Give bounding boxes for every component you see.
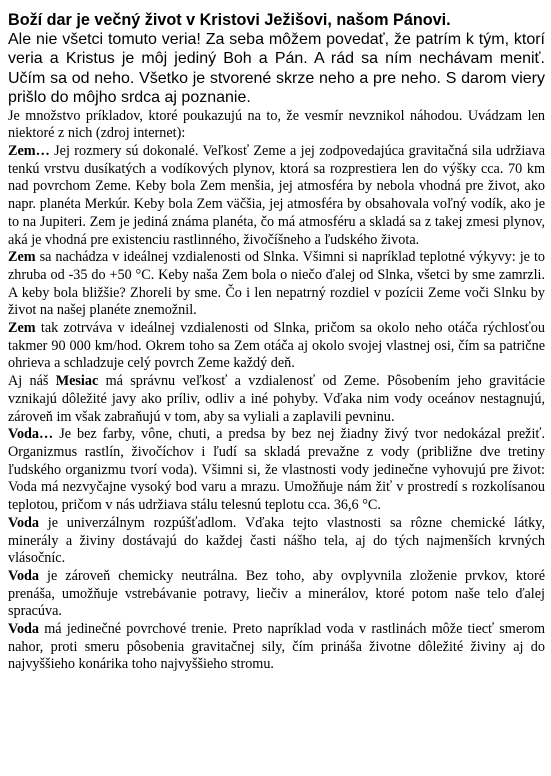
paragraph-text: sa nachádza v ideálnej vzdialenosti od Slnka. Všimni si napríklad teplotné výkyvy: je to zhruba od -35 do +50 °C. Keby naša Zem bola o niečo ďalej od Slnka, všetci by sme zamrzli. A keby bola bližšie? Zhoreli by sme. Čo i len nepatrný rozdiel v pozícii Zeme voči Slnku by život na našej planéte znemožnil.	[8, 249, 545, 319]
paragraph-text: Jej rozmery sú dokonalé. Veľkosť Zeme a jej zodpovedajúca gravitačná sila udržiava tenkú vrstvu dusíkatých a vodíkových plynov, ktorá sa rozprestiera len do výšky cca. 70 km nad povrchom Zeme. Keby bola Zem menšia, jej atmosféra by nebola vhodná pre život, ako napr. planéta Merkúr. Keby bola Zem väčšia, jej atmosféra by obsahovala voľný vodík, ako je to na Jupiteri. Zem je jediná známa planéta, čo má atmosféru a skladá sa z takej zmesi plynov, aká je vhodná pre existenciu rastlinného, živočíšneho a ľudského života.	[8, 143, 545, 248]
document-title: Boží dar je večný život v Kristovi Ježišovi, našom Pánovi.	[8, 11, 451, 29]
paragraph-lead: Voda	[8, 621, 40, 638]
paragraph-water-neutral	[8, 568, 545, 621]
paragraph-text: je univerzálnym rozpúšťadlom. Vďaka tejto vlastnosti sa rôzne chemické látky, minerály a živiny dostávajú do každej časti nášho tela, aj do tých najmenších krvných vlásočníc.	[8, 514, 545, 567]
document-page	[8, 10, 545, 674]
paragraph-pre: Aj náš	[8, 373, 56, 390]
paragraph-lead: Mesiac	[55, 373, 99, 390]
paragraph-text: Je bez farby, vône, chuti, a predsa by bez nej žiadny živý tvor nedokázal prežiť. Organizmus rastlín, živočíchov i ľudí sa skladá prevažne z vody (približne dve tretiny ľudského organizmu tvorí voda). Všimni si, že vlastnosti vody jedinečne vyhovujú pre život: Voda má nezvyčajne vysoký bod varu a mrazu. Umožňuje nám žiť v prostredí s rozkolísanou teplotou, pričom v nás udržiava stálu telesnú teplotu cca. 36,6 °C.	[8, 426, 545, 514]
paragraph-earth-distance	[8, 249, 545, 320]
paragraph-lead: Zem	[8, 320, 36, 337]
paragraph-text: tak zotrváva v ideálnej vzdialenosti od Slnka, pričom sa okolo neho otáča rýchlosťou takmer 90 000 km/hod. Okrem toho sa Zem otáča aj okolo svojej vlastnej osi, čím sa patrične ohrieva a schladzuje celý povrch Zeme každý deň.	[8, 320, 545, 372]
paragraph-lead: Voda	[8, 514, 40, 531]
paragraph-earth-size	[8, 143, 545, 249]
paragraph-lead: Voda…	[8, 426, 54, 443]
paragraph-water	[8, 426, 545, 515]
paragraph-lead: Voda	[8, 567, 40, 584]
paragraph-examples	[8, 108, 545, 143]
paragraph-water-friction	[8, 621, 545, 674]
paragraph-text: má jedinečné povrchové trenie. Preto napríklad voda v rastlinách môže tiecť smerom nahor, proti smeru pôsobenia gravitačnej sily, čím prináša životne dôležité živiny aj do najvyššieho konárika toho najvyššieho stromu.	[8, 621, 545, 673]
paragraph-lead: Zem…	[8, 143, 50, 160]
paragraph-text: má správnu veľkosť a vzdialenosť od Zeme. Pôsobením jeho gravitácie vznikajú dôležité javy ako príliv, odliv a iné pohyby. Vďaka nim vody oceánov nestagnujú, zároveň im však zabraňujú v tom, aby sa vyliali a zaplavili pevninu.	[8, 373, 545, 425]
paragraph-earth-rotation	[8, 320, 545, 373]
paragraph-text: Je množstvo príkladov, ktoré poukazujú na to, že vesmír nevznikol náhodou. Uvádzam len niektoré z nich (zdroj internet):	[8, 107, 545, 142]
intro-paragraph: Ale nie všetci tomuto veria! Za seba môžem povedať, že patrím k tým, ktorí veria a Kristus je môj jediný Boh a Pán. A rád sa ním nechávam meniť. Učím sa od neho. Všetko je stvorené skrze neho a pre neho. S darom viery prišlo do môjho srdca aj poznanie.	[8, 31, 545, 107]
paragraph-moon	[8, 373, 545, 426]
paragraph-water-solvent	[8, 515, 545, 568]
paragraph-lead: Zem	[8, 249, 36, 266]
paragraph-text: je zároveň chemicky neutrálna. Bez toho, aby ovplyvnila zloženie prvkov, ktoré prenáša, umožňuje vstrebávanie potravy, liečiv a minerálov, ktoré potom naše telo ďalej spracúva.	[8, 567, 545, 620]
